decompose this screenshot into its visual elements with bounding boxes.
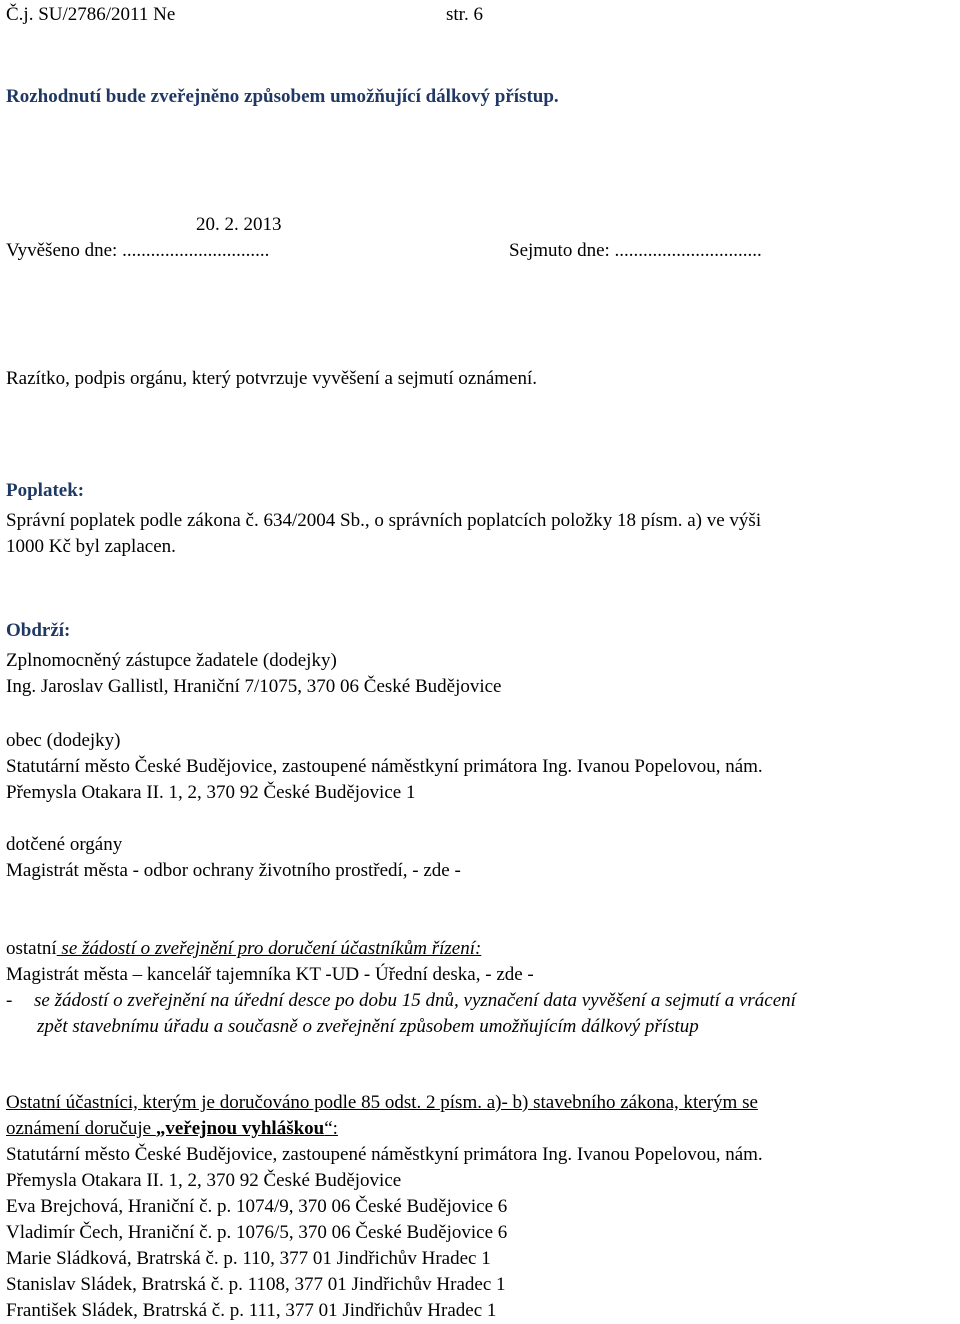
- public-notice-text: „veřejnou vyhláškou: [155, 1118, 325, 1139]
- participant-line: Marie Sládková, Bratrská č. p. 110, 377 01 Jindřichův Hradec 1: [6, 1248, 491, 1269]
- participant-line: Statutární město České Budějovice, zastoupené náměstkyní primátora Ing. Ivanou Popelovou, nám.: [6, 1144, 763, 1165]
- recipients-heading: Obdrží:: [6, 620, 71, 641]
- page-number: str. 6: [446, 4, 483, 25]
- posting-date: 20. 2. 2013: [196, 214, 282, 235]
- authorities-label: dotčené orgány: [6, 834, 123, 855]
- fee-text-line-1: Správní poplatek podle zákona č. 634/2004 Sb., o správních poplatcích položky 18 písm. a) ve výši: [6, 510, 762, 531]
- others-line: [6, 936, 481, 962]
- request-dash: -: [6, 990, 13, 1011]
- others-prefix: ostatní: [6, 938, 57, 959]
- agent-name: Ing. Jaroslav Gallistl, Hraniční 7/1075, 370 06 České Budějovice: [6, 676, 502, 697]
- others-request: se žádostí o zveřejnění pro doručení účastníkům řízení:: [56, 938, 482, 959]
- document-reference: Č.j. SU/2786/2011 Ne: [6, 4, 176, 25]
- participants-intro-line-1: Ostatní účastníci, kterým je doručováno podle 85 odst. 2 písm. a)- b) stavebního zákona, kterým se: [6, 1092, 758, 1113]
- authorities-name: Magistrát města - odbor ochrany životního prostředí, - zde -: [6, 860, 461, 881]
- removed-on-label: Sejmuto dne: ...............................: [509, 240, 762, 261]
- office-line: Magistrát města – kancelář tajemníka KT -UD - Úřední deska, - zde -: [6, 964, 534, 985]
- participant-line: František Sládek, Bratrská č. p. 111, 377 01 Jindřichův Hradec 1: [6, 1300, 497, 1321]
- participant-line: Stanislav Sládek, Bratrská č. p. 1108, 377 01 Jindřichův Hradec 1: [6, 1274, 506, 1295]
- publication-notice: Rozhodnutí bude zveřejněno způsobem umožňující dálkový přístup.: [6, 86, 559, 107]
- municipality-line-2: Přemysla Otakara II. 1, 2, 370 92 České Budějovice 1: [6, 782, 416, 803]
- participant-line: Eva Brejchová, Hraniční č. p. 1074/9, 370 06 České Budějovice 6: [6, 1196, 508, 1217]
- participants-intro-line-2: [6, 1116, 338, 1142]
- fee-heading: Poplatek:: [6, 480, 85, 501]
- stamp-note: Razítko, podpis orgánu, který potvrzuje vyvěšení a sejmutí oznámení.: [6, 368, 537, 389]
- participant-line: Přemysla Otakara II. 1, 2, 370 92 České Budějovice: [6, 1170, 402, 1191]
- posted-on-label: Vyvěšeno dne: ...............................: [6, 240, 270, 261]
- agent-label: Zplnomocněný zástupce žadatele (dodejky): [6, 650, 337, 671]
- fee-text-line-2: 1000 Kč byl zaplacen.: [6, 536, 176, 557]
- request-line-1: se žádostí o zveřejnění na úřední desce po dobu 15 dnů, vyznačení data vyvěšení a sejmutí a vrácení: [34, 990, 796, 1011]
- participant-line: Vladimír Čech, Hraniční č. p. 1076/5, 370 06 České Budějovice 6: [6, 1222, 508, 1243]
- intro-closing: “:: [324, 1118, 338, 1139]
- request-line-2: zpět stavebnímu úřadu a současně o zveřejnění způsobem umožňujícím dálkový přístup: [37, 1016, 699, 1037]
- intro-text: oznámení doručuje: [6, 1118, 156, 1139]
- municipality-line-1: Statutární město České Budějovice, zastoupené náměstkyní primátora Ing. Ivanou Popelovou, nám.: [6, 756, 763, 777]
- municipality-label: obec (dodejky): [6, 730, 121, 751]
